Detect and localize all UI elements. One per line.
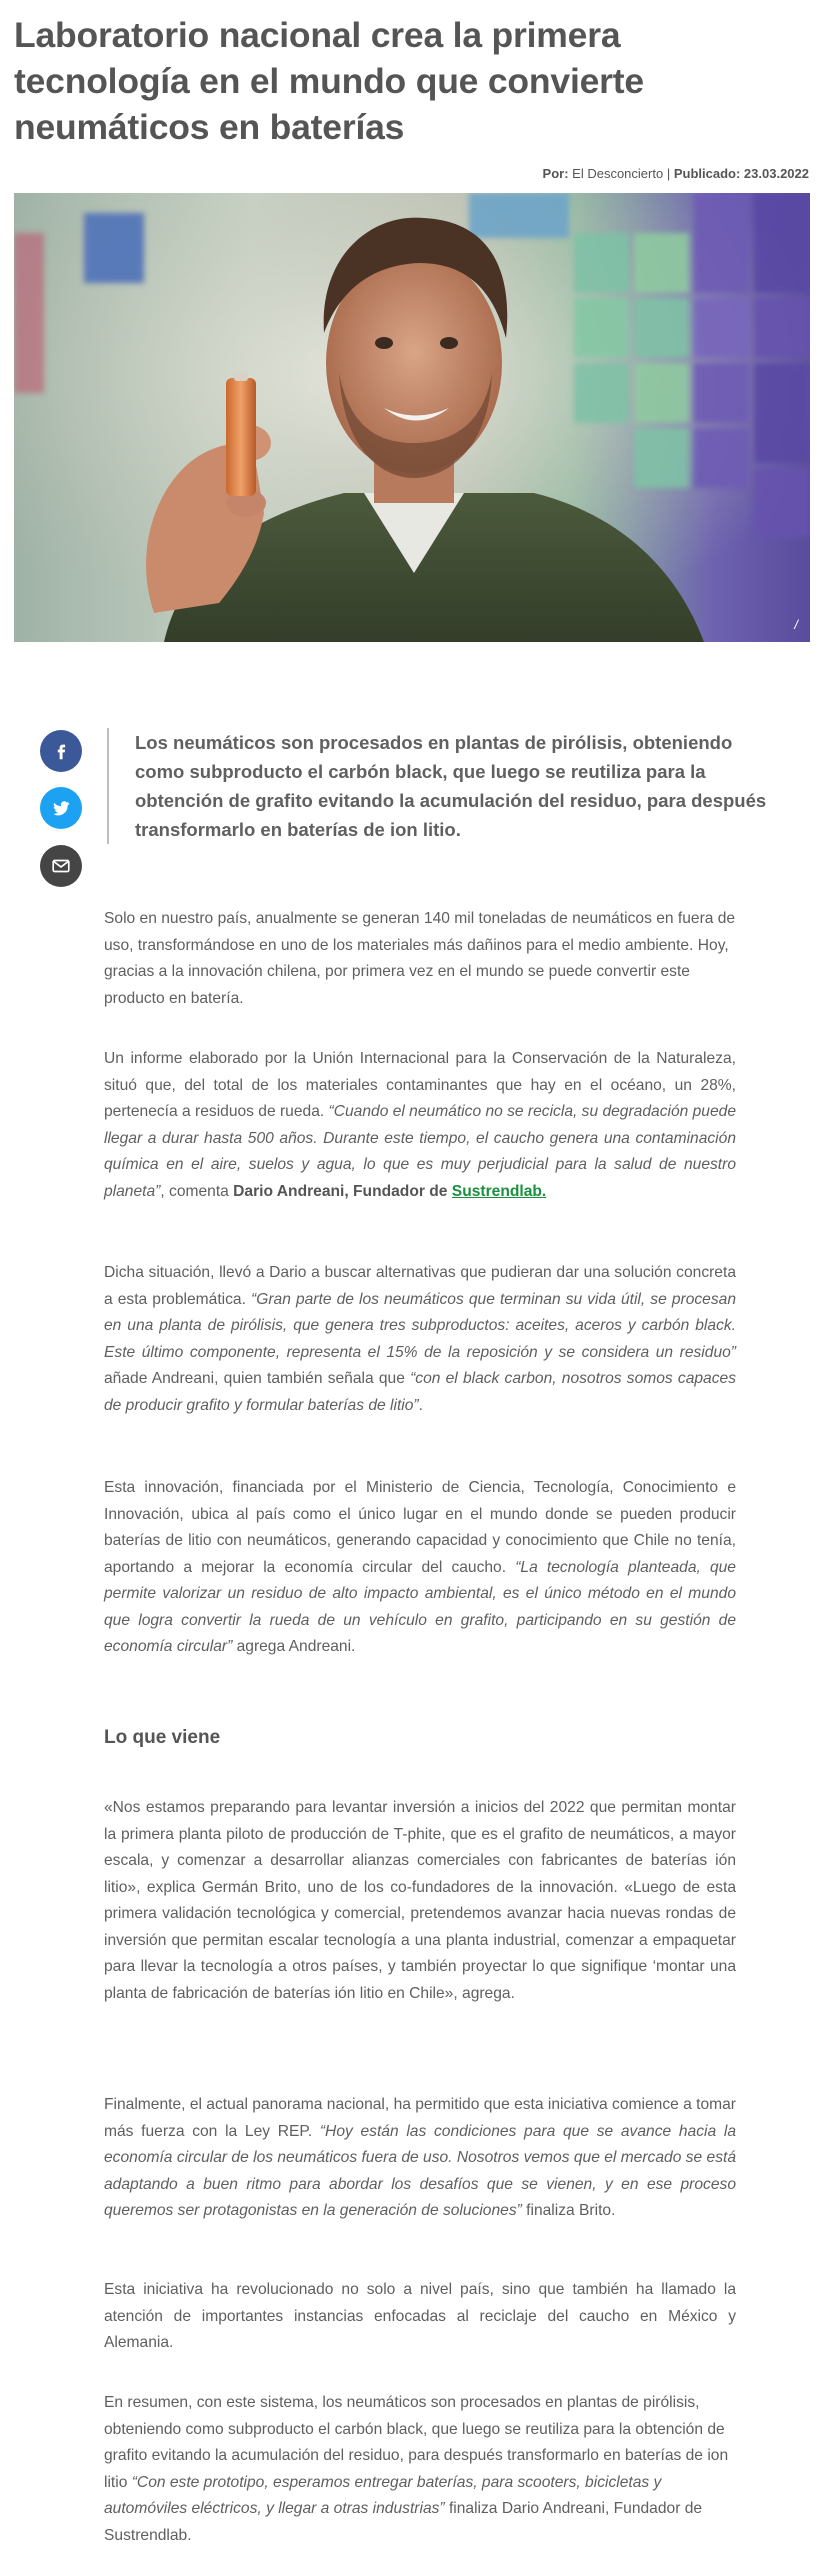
twitter-share-button[interactable]: [40, 787, 82, 829]
paragraph-6-end: finaliza Brito.: [521, 2202, 616, 2219]
paragraph-4: [104, 1475, 736, 1661]
paragraph-2-connector: , comenta: [160, 1182, 234, 1200]
paragraph-8: [104, 2390, 736, 2549]
article-title: Laboratorio nacional crea la primera tecnología en el mundo que convierte neumáticos en baterías: [14, 15, 644, 147]
paragraph-3: [104, 1260, 736, 1419]
published-label: Publicado:: [673, 166, 741, 181]
paragraph-4-text: Esta innovación, financiada por el Ministerio de Ciencia, Tecnología, Conocimiento e Innovación, ubica al país como el único lugar en el mundo donde se pueden producir baterías de litio con neumáticos, generando capacidad y conocimiento que Chile no tenía, aportando a mejorar la economía circular del caucho.: [104, 1479, 736, 1576]
author-label: Por:: [542, 166, 569, 181]
paragraph-6-quote: “Hoy están las condiciones para que se avance hacia la economía circular de los neumáticos fuera de uso. Nosotros vemos que el mercado se está adaptando a buen ritmo para abordar los desafíos que se vienen, y en ese proceso queremos ser protagonistas en la generación de soluciones”: [104, 2122, 736, 2219]
paragraph-6: [104, 2092, 736, 2225]
email-icon: [50, 855, 72, 877]
byline-separator: |: [666, 166, 671, 181]
paragraph-4-end: agrega Andreani.: [232, 1638, 356, 1655]
paragraph-2-quote: “Cuando el neumático no se recicla, su degradación puede llegar a durar hasta 500 años. Durante este tiempo, el caucho genera una contaminación química en el aire, suelos y agua, lo que es muy perjudicial para la salud de nuestro planeta”: [104, 1103, 736, 1200]
paragraph-5: [104, 1795, 736, 2007]
facebook-icon: [50, 740, 72, 762]
paragraph-2: [104, 1046, 736, 1205]
byline: [543, 166, 809, 181]
paragraph-3-end: .: [418, 1396, 423, 1414]
paragraph-8-quote: “Con este prototipo, esperamos entregar baterías, para scooters, bicicletas y automóviles eléctricos, y llegar a otras industrias”: [104, 2473, 662, 2517]
email-share-button[interactable]: [40, 845, 82, 887]
paragraph-2-speaker: Dario Andreani, Fundador de: [233, 1182, 452, 1200]
article-lead: [107, 728, 777, 844]
paragraph-3-quote-1: “Gran parte de los neumáticos que terminan su vida útil, se procesan en una planta de pirólisis, que genera tres subproductos: aceites, aceros y carbón black. Este último componente, representa el 15% de la reposición y se considera un residuo”: [104, 1290, 736, 1361]
paragraph-6-text: Finalmente, el actual panorama nacional, ha permitido que esta iniciativa comience a tomar más fuerza con la Ley REP.: [104, 2096, 736, 2140]
paragraph-7-text: Esta iniciativa ha revolucionado no solo a nivel país, sino que también ha llamado la atención de importantes instancias enfocadas al reciclaje del caucho en México y Alemania.: [104, 2281, 736, 2351]
facebook-share-button[interactable]: [40, 730, 82, 772]
published-date: 23.03.2022: [743, 166, 809, 181]
section-heading: Lo que viene: [104, 1727, 221, 1748]
paragraph-3-mid: añade Andreani, quien también señala que: [104, 1370, 411, 1387]
paragraph-7: [104, 2277, 736, 2357]
sustrendlab-link[interactable]: Sustrendlab.: [451, 1182, 547, 1200]
lead-text: Los neumáticos son procesados en plantas de pirólisis, obteniendo como subproducto el carbón black, que luego se reutiliza para la obtención de grafito evitando la acumulación del residuo, para después transformarlo en baterías de ion litio.: [135, 732, 767, 840]
paragraph-5-text: «Nos estamos preparando para levantar inversión a inicios del 2022 que permitan montar la primera planta piloto de producción de T-phite, que es el grafito de neumáticos, a mayor escala, y comenzar a desarrollar alianzas comerciales con fabricantes de baterías ión litio», explica Germán Brito, uno de los co-fundadores de la innovación. «Luego de esta primera validación tecnológica y comercial, pretendemos avanzar hacia nuevas rondas de inversión que permitan escalar tecnología a una planta industrial, comenzar a empaquetar para llevar la tecnología a otros países, y también proyectar lo que signifique ‘montar una planta de fabricación de baterías ión litio en Chile», agrega.: [104, 1799, 736, 2002]
paragraph-4-quote: “La tecnología planteada, que permite valorizar un residuo de alto impacto ambiental, es el único método en el mundo que logra convertir la rueda de un vehículo en grafito, participando en su gestión de economía circular”: [104, 1558, 736, 1655]
author-name: El Desconcierto: [572, 166, 664, 181]
hero-photo: [14, 193, 810, 642]
paragraph-3-text: Dicha situación, llevó a Dario a buscar alternativas que pudieran dar una solución concreta a esta problemática.: [104, 1264, 736, 1308]
hero-image: [14, 193, 810, 642]
paragraph-8-text: En resumen, con este sistema, los neumáticos son procesados en plantas de pirólisis, obteniendo como subproducto el carbón black, que luego se reutiliza para la obtención de grafito evitando la acumulación del residuo, para después transformarlo en baterías de ion litio: [104, 2394, 729, 2491]
paragraph-1: [104, 906, 736, 1012]
paragraph-8-end: finaliza Dario Andreani, Fundador de Sustrendlab.: [104, 2500, 703, 2544]
paragraph-1-text: Solo en nuestro país, anualmente se generan 140 mil toneladas de neumáticos en fuera de uso, transformándose en uno de los materiales más dañinos para el medio ambiente. Hoy, gracias a la innovación chilena, por primera vez en el mundo se puede convertir este producto en batería.: [104, 910, 736, 1007]
hero-caption: /: [794, 617, 798, 632]
twitter-icon: [50, 797, 72, 819]
paragraph-2-text: Un informe elaborado por la Unión Internacional para la Conservación de la Naturaleza, situó que, del total de los materiales contaminantes que hay en el océano, un 28%, pertenecía a residuos de rueda.: [104, 1050, 736, 1120]
paragraph-3-quote-2: “con el black carbon, nosotros somos capaces de producir grafito y formular baterías de litio”: [104, 1370, 736, 1414]
